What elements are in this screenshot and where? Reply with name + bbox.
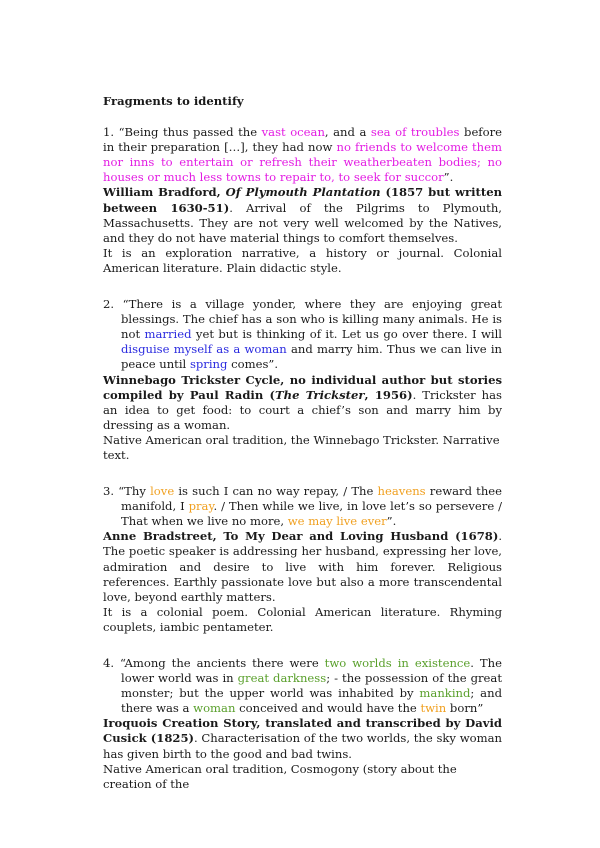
quote-text: ; and there was a xyxy=(121,686,502,716)
fragment-2-quote xyxy=(103,297,502,372)
source-date: (1857 but written between 1630-51) xyxy=(103,185,502,215)
highlight-two-worlds: two worlds in existence xyxy=(324,656,471,670)
highlight-sea-of-troubles: sea of troubles xyxy=(370,125,460,140)
highlight-disguise: disguise myself as a woman xyxy=(121,342,287,357)
fragment-4-note: Native American oral tradition, Cosmogony (story about the creation of the xyxy=(103,761,457,791)
highlight-married: married xyxy=(144,327,192,342)
fragment-3-note: It is a colonial poem. Colonial American literature. Rhyming couplets, iambic pentameter. xyxy=(103,604,502,634)
highlight-woman: woman xyxy=(193,701,236,716)
quote-text: reward thee manifold, I xyxy=(121,484,503,514)
quote-text: 4. “Among the ancients there were xyxy=(103,656,325,670)
source-date: , 1956) xyxy=(364,387,413,402)
source-author: Anne Bradstreet, To My Dear and Loving Husband (1678) xyxy=(103,529,499,544)
source-author: William Bradford, xyxy=(103,185,226,200)
fragment-2-note: Native American oral tradition, the Winnebago Trickster. Narrative text. xyxy=(103,432,500,462)
page-title: Fragments to identify xyxy=(103,94,244,108)
quote-text: yet but is thinking of it. Let us go over there. I will xyxy=(191,327,502,342)
quote-text: . The lower world was in xyxy=(121,656,502,686)
highlight-great-darkness: great darkness xyxy=(237,671,327,686)
quote-text: 1. “Being thus passed the xyxy=(103,125,262,140)
quote-text: born” xyxy=(446,701,484,716)
source-work: Of Plymouth Plantation xyxy=(225,185,381,200)
fragment-4-source xyxy=(103,716,502,761)
highlight-heavens: heavens xyxy=(377,484,426,499)
fragment-3 xyxy=(103,484,502,635)
fragment-3-source xyxy=(103,529,502,604)
quote-text: and marry him. Thus we can live in peace until xyxy=(121,342,503,372)
fragment-2 xyxy=(103,297,502,463)
highlight-love: love xyxy=(150,484,175,499)
source-description: . Trickster has an idea to get food: to court a chief’s son and marry him by dressing as a woman. xyxy=(103,387,502,432)
fragment-1 xyxy=(103,125,502,276)
quote-text: conceived and would have the xyxy=(235,701,421,716)
fragment-4 xyxy=(103,656,502,792)
source-description: . Arrival of the Pilgrims to Plymouth, Massachusetts. They are not very well welcomed by the Natives, and they do not have material things to comfort themselves. xyxy=(103,200,502,245)
highlight-no-friends: no friends to welcome them nor inns to entertain or refresh their weatherbeaten bodies; no houses or much less towns to repair to, to seek for succor xyxy=(103,140,503,185)
highlight-mankind: mankind xyxy=(419,686,471,701)
fragment-1-quote xyxy=(103,125,502,185)
source-author: Iroquois Creation Story, translated and transcribed by David Cusick (1825) xyxy=(103,716,502,746)
highlight-twin: twin xyxy=(420,701,447,716)
quote-text: ”. xyxy=(386,514,397,529)
quote-text: ; - the possession of the great monster; but the upper world was inhabited by xyxy=(121,671,502,701)
fragment-3-quote xyxy=(103,484,502,529)
source-description: . The poetic speaker is addressing her husband, expressing her love, admiration and desire to live with him forever. Religious references. Earthly passionate love but also a more transcendental love, beyond earthly matters. xyxy=(103,529,502,604)
highlight-spring: spring xyxy=(189,357,228,372)
quote-text: , and a xyxy=(324,125,371,140)
source-author: Winnebago Trickster Cycle, no individual author but stories compiled by Paul Radin ( xyxy=(103,372,502,402)
quote-text: comes”. xyxy=(227,357,279,372)
quote-text: is such I can no way repay, / The xyxy=(174,484,378,499)
highlight-live-ever: we may live ever xyxy=(287,514,387,529)
quote-text: . / Then while we live, in love let’s so persevere / That when we live no more, xyxy=(121,499,502,529)
fragment-4-quote xyxy=(103,656,502,716)
fragment-1-note: It is an exploration narrative, a history or journal. Colonial American literature. Plain didactic style. xyxy=(103,245,502,275)
source-work: The Trickster xyxy=(275,387,365,402)
source-description: . Characterisation of the two worlds, the sky woman has given birth to the good and bad twins. xyxy=(103,731,502,761)
highlight-pray: pray xyxy=(188,499,214,514)
fragment-1-source xyxy=(103,185,502,245)
quote-text: ”. xyxy=(443,170,454,185)
document-body xyxy=(103,94,502,813)
quote-text: 2. “There is a village yonder, where they are enjoying great blessings. The chief has a son who is killing many animals. He is not xyxy=(103,297,502,342)
quote-text: 3. “Thy xyxy=(103,484,151,499)
quote-text: before in their preparation […], they had now xyxy=(103,125,502,155)
fragment-2-source xyxy=(103,373,502,433)
highlight-vast-ocean: vast ocean xyxy=(261,125,325,140)
